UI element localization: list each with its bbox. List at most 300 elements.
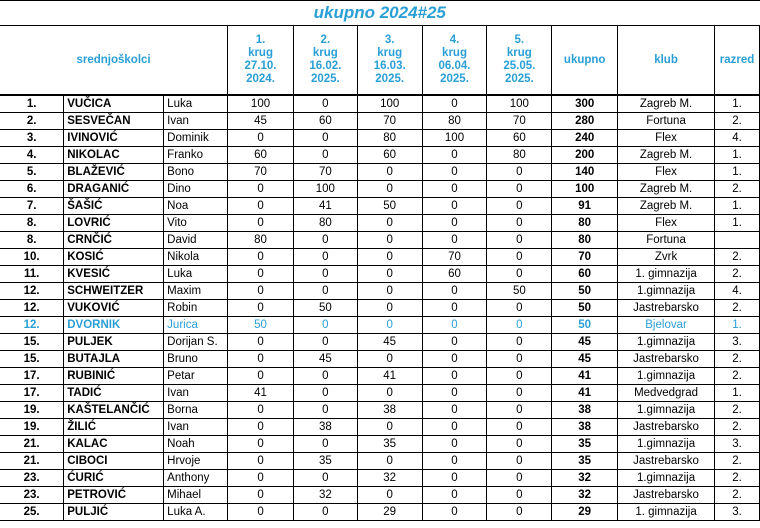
round-1-cell[interactable]: 0 [228,215,294,232]
club-cell[interactable]: Jastrebarsko [618,419,715,436]
round-4-cell[interactable]: 0 [422,95,487,113]
total-cell[interactable]: 50 [552,283,618,300]
surname-cell[interactable]: SESVEČAN [64,113,164,130]
club-cell[interactable]: Zagreb M. [618,198,715,215]
surname-cell[interactable]: KALAC [64,436,164,453]
grade-cell[interactable]: 2. [714,470,759,487]
grade-cell[interactable]: 4. [714,283,759,300]
first-name-cell[interactable]: Dino [164,181,228,198]
grade-cell[interactable] [714,232,759,249]
round-2-cell[interactable]: 38 [293,419,357,436]
surname-cell[interactable]: TADIĆ [64,385,164,402]
grade-cell[interactable]: 1. [714,317,759,334]
round-3-cell[interactable]: 38 [357,402,422,419]
grade-cell[interactable]: 3. [714,334,759,351]
first-name-cell[interactable]: Vito [164,215,228,232]
first-name-cell[interactable]: David [164,232,228,249]
round-5-cell[interactable]: 0 [487,215,552,232]
club-cell[interactable]: 1. gimnazija [618,504,715,521]
round-5-cell[interactable]: 0 [487,300,552,317]
round-2-cell[interactable]: 32 [293,487,357,504]
round-1-header: 1. krug 27.10. 2024. [228,26,294,96]
club-cell[interactable]: Jastrebarsko [618,351,715,368]
club-cell[interactable]: 1.gimnazija [618,470,715,487]
table-row [0,181,760,198]
round-1-cell[interactable]: 0 [228,470,294,487]
club-cell[interactable]: Zagreb M. [618,147,715,164]
grade-cell[interactable]: 1. [714,198,759,215]
round-3-cell[interactable]: 60 [357,147,422,164]
surname-cell[interactable]: VUKOVIĆ [64,300,164,317]
round-3-cell[interactable]: 35 [357,436,422,453]
surname-cell[interactable]: LOVRIĆ [64,215,164,232]
rank-cell[interactable]: 17. [0,385,64,402]
total-cell[interactable]: 35 [552,453,618,470]
round-4-cell[interactable]: 100 [422,130,487,147]
round-2-cell[interactable]: 0 [293,317,357,334]
round-5-cell[interactable]: 0 [487,368,552,385]
round-2-cell[interactable]: 0 [293,504,357,521]
rank-cell[interactable]: 3. [0,130,64,147]
first-name-cell[interactable]: Borna [164,402,228,419]
round-5-cell[interactable]: 0 [487,232,552,249]
first-name-cell[interactable]: Dorijan S. [164,334,228,351]
grade-cell[interactable]: 2. [714,113,759,130]
round-4-cell[interactable]: 0 [422,453,487,470]
total-cell[interactable]: 29 [552,504,618,521]
total-cell[interactable]: 32 [552,487,618,504]
round-5-cell[interactable]: 0 [487,249,552,266]
surname-cell[interactable]: ĆURIĆ [64,470,164,487]
club-cell[interactable]: 1.gimnazija [618,283,715,300]
first-name-cell[interactable]: Bono [164,164,228,181]
round-2-cell[interactable]: 0 [293,334,357,351]
club-cell[interactable]: 1.gimnazija [618,368,715,385]
round-2-cell[interactable]: 0 [293,266,357,283]
club-cell[interactable]: 1.gimnazija [618,334,715,351]
round-3-cell[interactable]: 0 [357,351,422,368]
rank-cell[interactable]: 15. [0,351,64,368]
total-cell[interactable]: 91 [552,198,618,215]
surname-cell[interactable]: KVESIĆ [64,266,164,283]
club-cell[interactable]: Flex [618,130,715,147]
first-name-cell[interactable]: Bruno [164,351,228,368]
round-1-cell[interactable]: 0 [228,283,294,300]
surname-cell[interactable]: PETROVIĆ [64,487,164,504]
round-3-cell[interactable]: 70 [357,113,422,130]
round-4-cell[interactable]: 0 [422,164,487,181]
club-cell[interactable]: Zagreb M. [618,181,715,198]
rank-cell[interactable]: 19. [0,419,64,436]
round-1-cell[interactable]: 100 [228,95,294,113]
total-cell[interactable]: 80 [552,215,618,232]
round-2-cell[interactable]: 41 [293,198,357,215]
total-cell[interactable]: 300 [552,95,618,113]
grade-cell[interactable]: 1. [714,164,759,181]
surname-cell[interactable]: SCHWEITZER [64,283,164,300]
round-3-cell[interactable]: 0 [357,385,422,402]
surname-cell[interactable]: ŽILIĆ [64,419,164,436]
round-1-cell[interactable]: 0 [228,266,294,283]
round-3-cell[interactable]: 0 [357,419,422,436]
round-2-cell[interactable]: 70 [293,164,357,181]
first-name-cell[interactable]: Nikola [164,249,228,266]
round-3-cell[interactable]: 0 [357,215,422,232]
first-name-cell[interactable]: Dominik [164,130,228,147]
round-5-cell[interactable]: 0 [487,198,552,215]
total-cell[interactable]: 50 [552,300,618,317]
surname-cell[interactable]: ŠAŠIĆ [64,198,164,215]
first-name-cell[interactable]: Mihael [164,487,228,504]
round-4-cell[interactable]: 0 [422,232,487,249]
grade-cell[interactable]: 3. [714,436,759,453]
round-5-cell[interactable]: 50 [487,283,552,300]
rank-cell[interactable]: 8. [0,232,64,249]
total-header: ukupno [552,26,618,96]
rank-cell[interactable]: 19. [0,402,64,419]
round-2-cell[interactable]: 50 [293,300,357,317]
grade-cell[interactable]: 2. [714,351,759,368]
round-2-cell[interactable]: 0 [293,147,357,164]
round-1-cell[interactable]: 45 [228,113,294,130]
table-row [0,470,760,487]
round-4-cell[interactable]: 70 [422,249,487,266]
surname-cell[interactable]: IVINOVIĆ [64,130,164,147]
surname-cell[interactable]: BUTAJLA [64,351,164,368]
club-header: klub [618,26,715,96]
surname-cell[interactable]: VUČICA [64,95,164,113]
round-3-cell[interactable]: 0 [357,249,422,266]
total-cell[interactable]: 50 [552,317,618,334]
round-1-cell[interactable]: 0 [228,181,294,198]
total-cell[interactable]: 280 [552,113,618,130]
round-3-cell[interactable]: 0 [357,181,422,198]
first-name-cell[interactable]: Noah [164,436,228,453]
first-name-cell[interactable]: Jurica [164,317,228,334]
round-1-cell[interactable]: 0 [228,487,294,504]
first-name-cell[interactable]: Ivan [164,419,228,436]
total-cell[interactable]: 35 [552,436,618,453]
round-1-cell[interactable]: 60 [228,147,294,164]
round-3-cell[interactable]: 45 [357,334,422,351]
round-5-cell[interactable]: 0 [487,453,552,470]
round-1-cell[interactable]: 0 [228,453,294,470]
first-name-cell[interactable]: Maxim [164,283,228,300]
round-2-header: 2. krug 16.02. 2025. [293,26,357,96]
rank-cell[interactable]: 25. [0,504,64,521]
round-3-cell[interactable]: 0 [357,317,422,334]
total-cell[interactable]: 41 [552,368,618,385]
round-2-cell[interactable]: 0 [293,436,357,453]
round-2-cell[interactable]: 100 [293,181,357,198]
round-5-cell[interactable]: 0 [487,470,552,487]
grade-cell[interactable]: 1. [714,385,759,402]
grade-cell[interactable]: 2. [714,453,759,470]
total-cell[interactable]: 140 [552,164,618,181]
round-5-cell[interactable]: 100 [487,95,552,113]
round-1-cell[interactable]: 70 [228,164,294,181]
table-row [0,95,760,113]
grade-cell[interactable]: 1. [714,147,759,164]
first-name-cell[interactable]: Noa [164,198,228,215]
round-4-cell[interactable]: 0 [422,181,487,198]
surname-cell[interactable]: PULJEK [64,334,164,351]
first-name-cell[interactable]: Luka A. [164,504,228,521]
round-2-cell[interactable]: 80 [293,215,357,232]
rank-cell[interactable]: 6. [0,181,64,198]
table-row [0,504,760,521]
total-cell[interactable]: 200 [552,147,618,164]
round-5-cell[interactable]: 0 [487,436,552,453]
round-4-cell[interactable]: 0 [422,351,487,368]
grade-cell[interactable]: 2. [714,249,759,266]
total-cell[interactable]: 32 [552,470,618,487]
round-4-cell[interactable]: 0 [422,368,487,385]
surname-cell[interactable]: BLAŽEVIĆ [64,164,164,181]
round-3-cell[interactable]: 0 [357,487,422,504]
rank-cell[interactable]: 1. [0,95,64,113]
table-row [0,385,760,402]
round-4-cell[interactable]: 0 [422,283,487,300]
round-1-cell[interactable]: 0 [228,300,294,317]
round-2-cell[interactable]: 0 [293,470,357,487]
rank-cell[interactable]: 21. [0,453,64,470]
sheet-title: ukupno 2024#25 [0,1,760,26]
round-2-cell[interactable]: 45 [293,351,357,368]
grade-cell[interactable]: 2. [714,368,759,385]
first-name-cell[interactable]: Franko [164,147,228,164]
round-4-cell[interactable]: 0 [422,215,487,232]
round-1-cell[interactable]: 0 [228,351,294,368]
total-cell[interactable]: 45 [552,334,618,351]
round-5-cell[interactable]: 0 [487,181,552,198]
total-cell[interactable]: 41 [552,385,618,402]
surname-cell[interactable]: CRNČIĆ [64,232,164,249]
table-row [0,334,760,351]
round-2-cell[interactable]: 35 [293,453,357,470]
round-4-cell[interactable]: 0 [422,470,487,487]
club-cell[interactable]: 1.gimnazija [618,436,715,453]
grade-cell[interactable]: 1. [714,95,759,113]
round-3-cell[interactable]: 29 [357,504,422,521]
table-row [0,232,760,249]
round-4-cell[interactable]: 0 [422,300,487,317]
club-cell[interactable]: Flex [618,215,715,232]
round-3-cell[interactable]: 80 [357,130,422,147]
round-2-cell[interactable]: 0 [293,283,357,300]
grade-cell[interactable]: 2. [714,419,759,436]
surname-cell[interactable]: DRAGANIĆ [64,181,164,198]
first-name-cell[interactable]: Ivan [164,385,228,402]
round-2-cell[interactable]: 0 [293,385,357,402]
club-cell[interactable]: Jastrebarsko [618,300,715,317]
round-5-cell[interactable]: 0 [487,334,552,351]
round-3-cell[interactable]: 50 [357,198,422,215]
round-4-cell[interactable]: 0 [422,317,487,334]
round-4-cell[interactable]: 60 [422,266,487,283]
round-5-cell[interactable]: 80 [487,147,552,164]
round-1-cell[interactable]: 0 [228,130,294,147]
total-cell[interactable]: 45 [552,351,618,368]
total-cell[interactable]: 38 [552,419,618,436]
round-5-cell[interactable]: 0 [487,419,552,436]
rank-cell[interactable]: 10. [0,249,64,266]
round-3-header: 3. krug 16.03. 2025. [357,26,422,96]
club-cell[interactable]: Fortuna [618,232,715,249]
round-1-cell[interactable]: 41 [228,385,294,402]
round-5-cell[interactable]: 0 [487,317,552,334]
round-5-cell[interactable]: 60 [487,130,552,147]
surname-cell[interactable]: KAŠTELANČIĆ [64,402,164,419]
grade-cell[interactable]: 2. [714,266,759,283]
surname-cell[interactable]: KOSIĆ [64,249,164,266]
round-4-cell[interactable]: 0 [422,504,487,521]
grade-cell[interactable]: 4. [714,130,759,147]
round-3-cell[interactable]: 0 [357,232,422,249]
round-3-cell[interactable]: 0 [357,453,422,470]
grade-cell[interactable]: 2. [714,402,759,419]
surname-cell[interactable]: DVORNIK [64,317,164,334]
round-5-cell[interactable]: 70 [487,113,552,130]
first-name-cell[interactable]: Hrvoje [164,453,228,470]
round-4-cell[interactable]: 0 [422,198,487,215]
round-3-cell[interactable]: 0 [357,164,422,181]
club-cell[interactable]: Jastrebarsko [618,487,715,504]
round-2-cell[interactable]: 60 [293,113,357,130]
rank-cell[interactable]: 12. [0,283,64,300]
club-cell[interactable]: 1. gimnazija [618,266,715,283]
round-5-cell[interactable]: 0 [487,385,552,402]
total-cell[interactable]: 60 [552,266,618,283]
group-header: srednjoškolci [0,26,228,96]
round-1-cell[interactable]: 0 [228,368,294,385]
round-1-cell[interactable]: 0 [228,334,294,351]
round-4-cell[interactable]: 0 [422,419,487,436]
round-1-cell[interactable]: 0 [228,504,294,521]
first-name-cell[interactable]: Petar [164,368,228,385]
club-cell[interactable]: Medvedgrad [618,385,715,402]
round-1-cell[interactable]: 0 [228,198,294,215]
header-row [0,26,760,96]
round-4-cell[interactable]: 80 [422,113,487,130]
title-row [0,1,760,26]
club-cell[interactable]: Zvrk [618,249,715,266]
table-row [0,351,760,368]
round-5-cell[interactable]: 0 [487,487,552,504]
surname-cell[interactable]: RUBINIĆ [64,368,164,385]
round-1-cell[interactable]: 50 [228,317,294,334]
rank-cell[interactable]: 5. [0,164,64,181]
grade-cell[interactable]: 2. [714,300,759,317]
first-name-cell[interactable]: Luka [164,95,228,113]
grade-cell[interactable]: 2. [714,487,759,504]
round-2-cell[interactable]: 0 [293,130,357,147]
rank-cell[interactable]: 12. [0,317,64,334]
table-row [0,453,760,470]
rank-cell[interactable]: 8. [0,215,64,232]
total-cell[interactable]: 70 [552,249,618,266]
round-3-cell[interactable]: 0 [357,300,422,317]
first-name-cell[interactable]: Robin [164,300,228,317]
first-name-cell[interactable]: Luka [164,266,228,283]
total-cell[interactable]: 240 [552,130,618,147]
round-2-cell[interactable]: 0 [293,368,357,385]
rank-cell[interactable]: 7. [0,198,64,215]
table-row [0,113,760,130]
round-2-cell[interactable]: 0 [293,95,357,113]
rank-cell[interactable]: 23. [0,470,64,487]
round-4-cell[interactable]: 0 [422,402,487,419]
table-row [0,283,760,300]
round-3-cell[interactable]: 32 [357,470,422,487]
round-3-cell[interactable]: 41 [357,368,422,385]
round-1-cell[interactable]: 0 [228,249,294,266]
table-row [0,402,760,419]
surname-cell[interactable]: PULJIĆ [64,504,164,521]
club-cell[interactable]: Fortuna [618,113,715,130]
club-cell[interactable]: Bjelovar [618,317,715,334]
round-4-cell[interactable]: 0 [422,147,487,164]
round-4-cell[interactable]: 0 [422,334,487,351]
table-row [0,419,760,436]
club-cell[interactable]: Jastrebarsko [618,453,715,470]
rank-cell[interactable]: 17. [0,368,64,385]
grade-cell[interactable]: 3. [714,504,759,521]
round-4-cell[interactable]: 0 [422,487,487,504]
round-1-cell[interactable]: 80 [228,232,294,249]
round-4-cell[interactable]: 0 [422,385,487,402]
round-3-cell[interactable]: 0 [357,283,422,300]
round-1-cell[interactable]: 0 [228,419,294,436]
round-5-cell[interactable]: 0 [487,504,552,521]
rank-cell[interactable]: 12. [0,300,64,317]
round-5-cell[interactable]: 0 [487,266,552,283]
round-2-cell[interactable]: 0 [293,232,357,249]
grade-cell[interactable]: 2. [714,181,759,198]
rank-cell[interactable]: 11. [0,266,64,283]
rank-cell[interactable]: 21. [0,436,64,453]
total-cell[interactable]: 80 [552,232,618,249]
round-2-cell[interactable]: 0 [293,402,357,419]
rank-cell[interactable]: 4. [0,147,64,164]
surname-cell[interactable]: NIKOLAC [64,147,164,164]
round-4-cell[interactable]: 0 [422,436,487,453]
first-name-cell[interactable]: Ivan [164,113,228,130]
round-3-cell[interactable]: 100 [357,95,422,113]
round-1-cell[interactable]: 0 [228,402,294,419]
rank-cell[interactable]: 2. [0,113,64,130]
total-cell[interactable]: 38 [552,402,618,419]
club-cell[interactable]: 1.gimnazija [618,402,715,419]
rank-cell[interactable]: 15. [0,334,64,351]
round-5-cell[interactable]: 0 [487,351,552,368]
round-3-cell[interactable]: 0 [357,266,422,283]
club-cell[interactable]: Flex [618,164,715,181]
first-name-cell[interactable]: Anthony [164,470,228,487]
table-row [0,368,760,385]
grade-cell[interactable]: 1. [714,215,759,232]
rank-cell[interactable]: 23. [0,487,64,504]
total-cell[interactable]: 100 [552,181,618,198]
round-5-cell[interactable]: 0 [487,164,552,181]
surname-cell[interactable]: CIBOCI [64,453,164,470]
round-5-cell[interactable]: 0 [487,402,552,419]
club-cell[interactable]: Zagreb M. [618,95,715,113]
round-1-cell[interactable]: 0 [228,436,294,453]
round-4-header: 4. krug 06.04. 2025. [422,26,487,96]
round-2-cell[interactable]: 0 [293,249,357,266]
table-row [0,147,760,164]
